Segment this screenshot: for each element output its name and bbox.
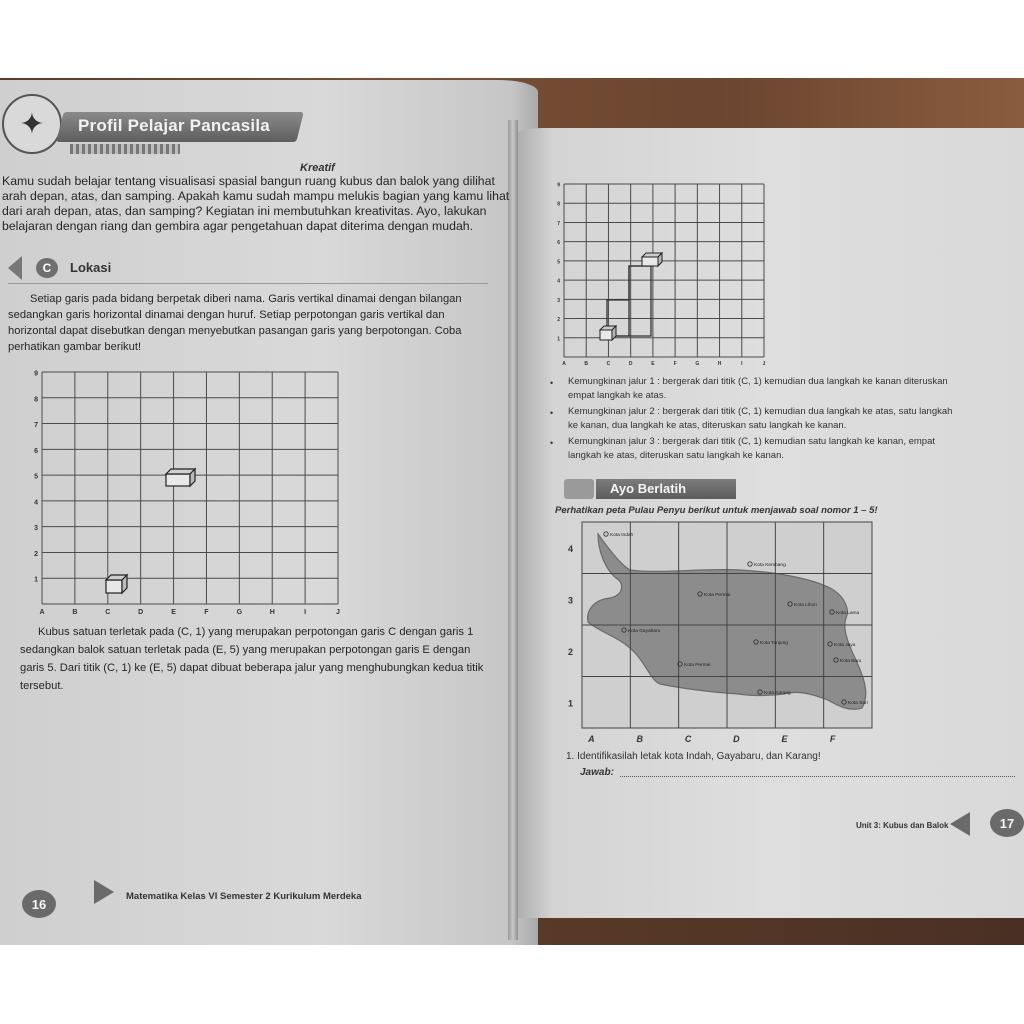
grid-row-label: 3: [557, 297, 560, 304]
grid-row-label: 3: [34, 525, 38, 533]
page-number-right: 17: [990, 809, 1024, 837]
map-row-label: 3: [568, 595, 574, 606]
grid-column-label: F: [204, 609, 209, 616]
unit-cube-icon: [600, 326, 616, 340]
grid-column-label: D: [138, 609, 144, 616]
city-label: Kota Gayabaru: [628, 629, 661, 634]
bullet-dot: •: [550, 438, 554, 448]
grid-column-label: I: [304, 609, 307, 616]
grid-row-label: 9: [557, 182, 560, 189]
footer-left: Matematika Kelas VI Semester 2 Kurikulum Merdeka: [126, 891, 362, 902]
map-row-label: 1: [568, 698, 574, 709]
grid-row-label: 6: [557, 240, 560, 247]
body-line: garis 5. Dari titik (C, 1) ke (E, 5) dapat dibuat beberapa jalur yang menghubungkan kedua titik: [20, 662, 484, 674]
section-title: Lokasi: [70, 260, 112, 275]
grid-column-label: H: [269, 609, 275, 616]
footer-arrow-icon: [94, 880, 114, 904]
unit-cube-icon: [106, 575, 127, 593]
bullet-line: Kemungkinan jalur 1 : bergerak dari titik (C, 1) kemudian dua langkah ke kanan diteruskan: [568, 376, 948, 387]
map-row-label: 4: [568, 543, 574, 554]
body-line: tersebut.: [20, 680, 64, 692]
grid-row-label: 8: [557, 201, 560, 208]
bullet-line: empat langkah ke atas.: [568, 390, 667, 401]
city-label: Kota Lama: [836, 611, 860, 616]
map-column-label: A: [588, 734, 595, 742]
grid-row-label: 8: [34, 396, 38, 404]
grid-column-label: A: [562, 361, 566, 367]
section-line: sedangkan garis horizontal dinamai dengan huruf. Setiap perpotongan garis vertikal dan: [8, 309, 445, 321]
section-arrow-icon: [8, 256, 22, 280]
map-column-label: D: [733, 734, 740, 742]
footer-right: Unit 3: Kubus dan Balok: [856, 821, 949, 830]
grid-column-label: D: [628, 361, 633, 367]
exercise-instruction: Perhatikan peta Pulau Penyu berikut untuk menjawab soal nomor 1 – 5!: [555, 505, 878, 516]
grid-row-label: 5: [34, 473, 38, 481]
answer-line[interactable]: [620, 776, 1015, 777]
grid-row-label: 7: [557, 220, 560, 227]
grid-column-label: J: [762, 361, 766, 367]
grid-column-label: B: [72, 609, 78, 616]
city-label: Kota Indah: [610, 533, 634, 538]
body-line: sedangkan balok satuan terletak pada (E, 5) yang merupakan perpotongan garis E dengan: [20, 644, 471, 656]
city-label: Kota Karang: [764, 691, 791, 696]
grid-column-label: A: [39, 609, 45, 616]
section-divider: [8, 283, 488, 284]
grid-column-label: B: [584, 361, 589, 367]
bullet-line: ke kanan, dua langkah ke atas, diteruskan satu langkah ke kanan.: [568, 420, 847, 431]
book-spine: [508, 120, 518, 940]
right-grid-lines: [564, 184, 764, 357]
intro-line: dari arah depan, atas, dan samping? Kegiatan ini membutuhkan kreativitas. Ayo, lakukan: [2, 204, 487, 218]
left-grid-figure: [28, 366, 348, 628]
bullet-dot: •: [550, 408, 554, 418]
map-column-label: F: [829, 734, 836, 742]
grid-row-label: 1: [557, 336, 560, 343]
intro-line: Kamu sudah belajar tentang visualisasi spasial bangun ruang kubus dan balok yang dilihat: [2, 174, 495, 188]
intro-line: belajaran dengan riang dan gembira agar pengetahuan dapat diterima dengan mudah.: [2, 219, 474, 233]
question-1: 1. Identifikasilah letak kota Indah, Gayabaru, dan Karang!: [566, 751, 821, 762]
city-label: Kota Sari: [848, 701, 868, 706]
bullet-line: Kemungkinan jalur 3 : bergerak dari titik (C, 1) kemudian satu langkah ke kanan, empat: [568, 436, 936, 447]
grid-row-label: 4: [557, 278, 560, 285]
grid-row-label: 1: [34, 576, 38, 584]
section-line: horizontal dapat disebutkan dengan menyebutkan pasangan garis yang berpotongan. Coba: [8, 325, 462, 337]
bullet-line: Kemungkinan jalur 2 : bergerak dari titik (C, 1) kemudian dua langkah ke atas, satu langkah: [568, 406, 953, 417]
unit-block-icon: [642, 253, 662, 266]
grid-row-label: 4: [34, 499, 38, 507]
grid-column-label: E: [651, 361, 655, 367]
left-grid-labels: [34, 371, 340, 617]
grid-row-label: 2: [557, 317, 560, 324]
grid-row-label: 6: [34, 447, 38, 455]
grid-row-label: 5: [557, 259, 560, 266]
grid-column-label: J: [336, 609, 340, 616]
map-column-label: B: [636, 734, 643, 742]
unit-block-icon: [166, 469, 195, 486]
page-number-left: 16: [22, 890, 56, 918]
grid-column-label: E: [171, 609, 176, 616]
banner-decoration: [70, 144, 180, 154]
right-grid-figure: [552, 180, 780, 372]
city-label: Kota Permai: [704, 593, 731, 598]
body-line: Kubus satuan terletak pada (C, 1) yang merupakan perpotongan garis C dengan garis 1: [38, 626, 474, 638]
answer-label: Jawab:: [580, 767, 614, 778]
grid-column-label: H: [717, 361, 722, 367]
section-line: Setiap garis pada bidang berpetak diberi nama. Garis vertikal dinamai dengan bilangan: [30, 293, 462, 305]
bullet-line: langkah ke atas, diteruskan satu langkah ke kanan.: [568, 450, 785, 461]
grid-column-label: C: [105, 609, 111, 616]
grid-column-label: G: [236, 609, 243, 616]
grid-column-label: C: [606, 361, 611, 367]
map-column-label: E: [781, 734, 788, 742]
city-label: Kota Lihon: [794, 603, 817, 608]
grid-column-label: F: [673, 361, 677, 367]
city-label: Kota Tanjung: [760, 641, 788, 646]
map-column-label: C: [684, 734, 692, 742]
grid-row-label: 7: [34, 422, 38, 430]
city-label: Kota Kembang: [754, 563, 786, 568]
island-map: [560, 518, 880, 742]
banner-tag: Kreatif: [300, 162, 335, 174]
ayo-berlatih-title: Ayo Berlatih: [610, 481, 687, 496]
grid-column-label: G: [695, 361, 700, 367]
banner-title: Profil Pelajar Pancasila: [78, 116, 270, 135]
city-label: Kota Jaya: [834, 643, 856, 648]
grid-row-label: 2: [34, 550, 38, 558]
section-line: perhatikan gambar berikut!: [8, 341, 142, 353]
footer-arrow-icon: [950, 812, 970, 836]
garuda-emblem-icon: ✦: [2, 94, 62, 154]
right-grid-labels: [557, 183, 765, 368]
map-row-label: 2: [568, 646, 574, 657]
city-label: Kota Permai: [684, 663, 711, 668]
intro-line: arah depan, atas, dan samping. Apakah kamu sudah mampu melukis bagian yang kamu lihat: [2, 189, 510, 203]
grid-row-label: 9: [34, 370, 38, 378]
ayo-berlatih-icon: [564, 479, 594, 499]
grid-column-label: I: [741, 361, 743, 367]
left-grid-lines: [42, 372, 338, 604]
section-badge: C: [36, 258, 58, 278]
city-label: Kota Baru: [840, 659, 862, 664]
bullet-dot: •: [550, 378, 554, 388]
